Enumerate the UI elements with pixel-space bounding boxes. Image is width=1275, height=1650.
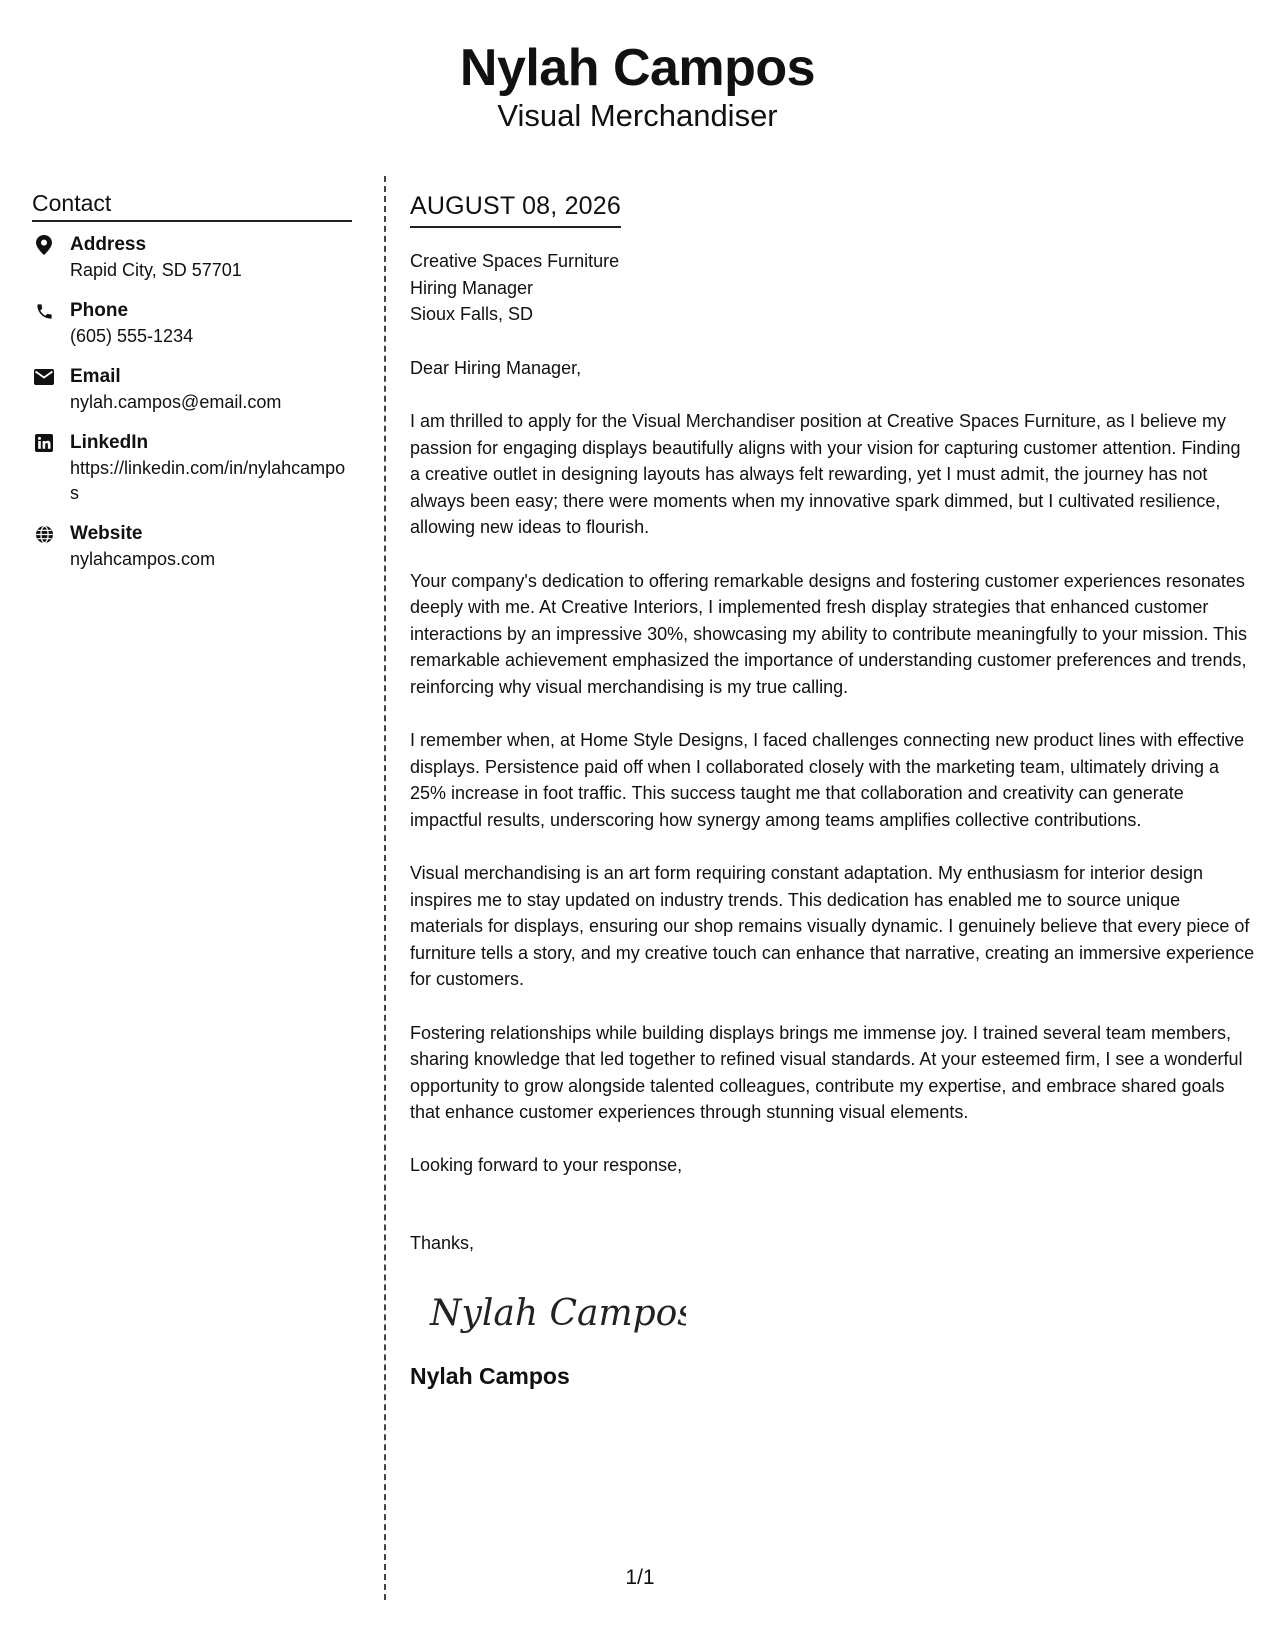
recipient-company: Creative Spaces Furniture — [410, 251, 620, 271]
letter-body — [410, 190, 1255, 1391]
contact-label: Phone — [70, 300, 129, 321]
envelope-icon — [34, 367, 54, 387]
salutation: Dear Hiring Manager, — [410, 357, 582, 378]
contact-item-email — [32, 364, 352, 415]
recipient-location: Sioux Falls, SD — [410, 304, 534, 324]
recipient-block — [410, 248, 1255, 328]
contact-value: nylah.campos@email.com — [70, 392, 282, 412]
map-pin-icon — [34, 235, 54, 255]
letter-paragraph: I am thrilled to apply for the Visual Merchandiser position at Creative Spaces Furniture, as I believe my passion for engaging displays beautifully aligns with your vision for capturing customer attention. Finding a creative outlet in designing layouts has always felt rewarding, yet I must admit, the journey has not always been easy; there were moments when my innovative spark dimmed, but I cultivated resilience, allowing new ideas to flourish. — [410, 411, 1241, 537]
letter-paragraph: I remember when, at Home Style Designs, I faced challenges connecting new product lines with effective displays. Persistence paid off when I collaborated closely with the marketing team, ultimately driving a 25% increase in foot traffic. This success taught me that collaboration and creativity can generate impactful results, underscoring how synergy among teams amplifies collective contributions. — [410, 730, 1245, 830]
contact-item-linkedin — [32, 430, 352, 506]
contact-value: Rapid City, SD 57701 — [70, 260, 242, 280]
letter-paragraph: Visual merchandising is an art form requiring constant adaptation. My enthusiasm for interior design inspires me to stay updated on industry trends. This dedication has enabled me to source unique materials for displays, ensuring our shop remains visually dynamic. I genuinely believe that every piece of furniture tells a story, and my creative touch can enhance that narrative, creating an immersive experience for customers. — [410, 863, 1255, 989]
contact-value[interactable]: https://linkedin.com/in/nylahcampos — [70, 458, 346, 503]
contact-list — [32, 232, 352, 572]
handwritten-signature — [426, 1279, 1255, 1349]
linkedin-icon — [34, 433, 54, 453]
recipient-role: Hiring Manager — [410, 277, 534, 298]
letter-paragraph: Fostering relationships while building displays brings me immense joy. I trained several team members, sharing knowledge that led together to refined visual standards. At your esteemed firm, I see a wonderful opportunity to grow alongside talented colleagues, contribute my expertise, and embrace shared goals that enhance customer experiences through stunning visual elements. — [410, 1022, 1243, 1122]
page-number: 1/1 — [625, 1566, 655, 1589]
contact-label: LinkedIn — [70, 432, 149, 453]
contact-label: Email — [70, 366, 121, 387]
candidate-name: Nylah Campos — [459, 39, 816, 97]
job-title: Visual Merchandiser — [497, 98, 778, 133]
contact-value[interactable]: nylahcampos.com — [70, 549, 216, 569]
closing-line: Looking forward to your response, — [410, 1154, 683, 1175]
signoff: Thanks, — [410, 1233, 475, 1253]
column-divider — [384, 176, 386, 1600]
contact-item-website — [32, 521, 352, 572]
contact-item-address — [32, 232, 352, 283]
contact-sidebar — [32, 188, 352, 587]
contact-value: (605) 555-1234 — [70, 326, 194, 346]
header — [0, 38, 1275, 134]
globe-icon — [34, 524, 54, 544]
contact-label: Address — [70, 234, 147, 255]
letter-date: AUGUST 08, 2026 — [410, 190, 621, 228]
contact-label: Website — [70, 523, 143, 544]
signature-text: Nylah Campos — [430, 1292, 686, 1334]
phone-icon — [34, 301, 54, 321]
signer-name: Nylah Campos — [410, 1362, 570, 1389]
contact-heading: Contact — [32, 188, 352, 222]
letter-paragraph: Your company's dedication to offering remarkable designs and fostering customer experiences resonates deeply with me. At Creative Interiors, I implemented fresh display strategies that enhanced customer interactions by an impressive 30%, showcasing my ability to contribute meaningfully to your mission. This remarkable achievement emphasized the importance of understanding customer preferences and trends, reinforcing why visual merchandising is my true calling. — [410, 570, 1248, 697]
contact-item-phone — [32, 298, 352, 349]
